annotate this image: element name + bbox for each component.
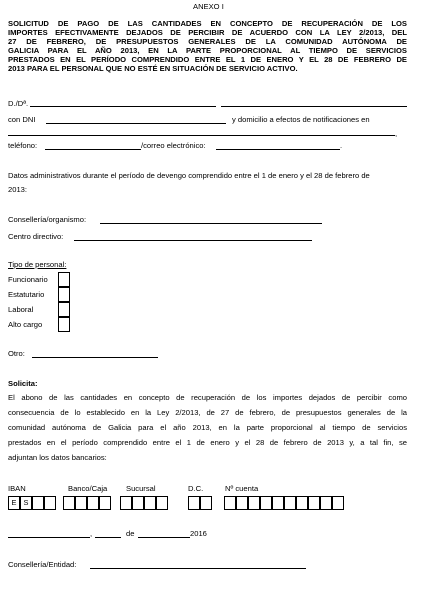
staff-option-label: Estatutario [8, 290, 45, 299]
branch-digit-cell[interactable] [156, 496, 168, 510]
annex-label: ANEXO I [193, 2, 224, 11]
account-digit-cell[interactable] [296, 496, 308, 510]
laboral-checkbox[interactable] [58, 302, 70, 317]
account-label: Nº cuenta [225, 484, 259, 493]
centro-label: Centro directivo: [8, 232, 64, 241]
bank-digit-cell[interactable] [87, 496, 99, 510]
name-field-2[interactable] [221, 106, 407, 107]
day-field[interactable] [95, 537, 121, 538]
domicile-label: y domicilio a efectos de notificaciones en [232, 115, 370, 124]
email-field[interactable] [216, 149, 340, 150]
estatutario-checkbox[interactable] [58, 287, 70, 302]
title-line: 27 DE FEBRERO, DE PRESUPUESTOS GENERALES DE LA COMUNIDAD AUTÓNOMA DE [8, 37, 407, 46]
request-heading: Solicita: [8, 379, 38, 388]
account-digit-cell[interactable] [284, 496, 296, 510]
email-label: /correo electrónico: [141, 141, 206, 150]
branch-digit-cell[interactable] [120, 496, 132, 510]
place-comma: , [90, 529, 93, 538]
title-line: GALICIA PARA EL AÑO 2013, EN LA PARTE PROPORCIONAL AL TIEMPO DE SERVICIOS [8, 46, 407, 55]
branch-digit-cell[interactable] [144, 496, 156, 510]
alto-cargo-checkbox[interactable] [58, 317, 70, 332]
year-label: 2016 [190, 529, 207, 538]
request-line: comunidad autónoma de Galicia para el año 2013, en la parte proporcional al tiempo de servicios [8, 423, 407, 432]
name-label: D./Dª. [8, 99, 29, 108]
conselleria-field[interactable] [100, 223, 322, 224]
iban-digit-cell[interactable] [32, 496, 44, 510]
name-field-1[interactable] [30, 106, 216, 107]
account-digit-cell[interactable] [224, 496, 236, 510]
document-title [8, 20, 407, 74]
staff-option-label: Laboral [8, 305, 34, 314]
admin-text-line2: 2013: [8, 185, 28, 194]
funcionario-checkbox[interactable] [58, 272, 70, 287]
account-digit-cell[interactable] [260, 496, 272, 510]
conselleria-label: Consellería/organismo: [8, 215, 87, 224]
phone-field[interactable] [45, 149, 141, 150]
entity-label: Consellería/Entidad: [8, 560, 77, 569]
staff-type-heading: Tipo de personal: [8, 260, 67, 269]
staff-option-label: Funcionario [8, 275, 48, 284]
iban-country-cell: S [20, 496, 32, 510]
address-field[interactable] [8, 135, 395, 136]
account-digit-cell[interactable] [332, 496, 344, 510]
dni-label: con DNI [8, 115, 36, 124]
account-digit-cell[interactable] [272, 496, 284, 510]
iban-label: IBAN [8, 484, 26, 493]
iban-digit-cell[interactable] [44, 496, 56, 510]
title-line: SOLICITUD DE PAGO DE LAS CANTIDADES EN CONCEPTO DE RECUPERACIÓN DE LOS [8, 19, 407, 28]
dc-digit-cell[interactable] [188, 496, 200, 510]
request-text [8, 394, 407, 469]
bank-label: Banco/Caja [68, 484, 108, 493]
request-line: prestados en el período comprendido entre el 1 de enero y el 28 de febrero de 2013 y, a tal fin, se [8, 438, 407, 447]
account-digit-cell[interactable] [248, 496, 260, 510]
branch-label: Sucursal [126, 484, 156, 493]
date-de-label: de [126, 529, 135, 538]
dc-digit-cell[interactable] [200, 496, 212, 510]
dc-label: D.C. [188, 484, 204, 493]
branch-digit-cell[interactable] [132, 496, 144, 510]
title-line: PRESTADOS EN EL PERÍODO COMPRENDIDO ENTRE EL 1 DE ENERO Y EL 28 DE FEBRERO DE [8, 55, 407, 64]
place-field[interactable] [8, 537, 90, 538]
request-line: El abono de las cantidades en concepto de recuperación de los importes dejados de percibir como [8, 393, 407, 402]
dni-field[interactable] [46, 123, 226, 124]
other-field[interactable] [32, 357, 158, 358]
other-label: Otro: [8, 349, 25, 358]
address-comma: , [395, 129, 398, 138]
email-period: . [340, 141, 343, 150]
bank-digit-cell[interactable] [75, 496, 87, 510]
bank-digit-cell[interactable] [63, 496, 75, 510]
staff-option-label: Alto cargo [8, 320, 43, 329]
centro-field[interactable] [74, 240, 312, 241]
request-line: adjuntan los datos bancarios: [8, 453, 107, 462]
entity-field[interactable] [90, 568, 306, 569]
account-digit-cell[interactable] [320, 496, 332, 510]
title-line: 2013 PARA EL PERSONAL QUE NO ESTÉ EN SITUACIÓN DE SERVICIO ACTIVO. [8, 64, 298, 73]
phone-label: teléfono: [8, 141, 38, 150]
account-digit-cell[interactable] [308, 496, 320, 510]
account-digit-cell[interactable] [236, 496, 248, 510]
request-line: consecuencia de lo establecido en la Ley 2/2013, de 27 de febrero, de presupuestos generales de la [8, 408, 407, 417]
title-line: IMPORTES EFECTIVAMENTE DEJADOS DE PERCIBIR DE ACUERDO CON LA LEY 2/2013, DEL [8, 28, 407, 37]
bank-digit-cell[interactable] [99, 496, 111, 510]
month-field[interactable] [138, 537, 190, 538]
iban-country-cell: E [8, 496, 20, 510]
admin-text-line1: Datos administrativos durante el período de devengo comprendido entre el 1 de enero y el 28 de febrero de [8, 171, 370, 180]
